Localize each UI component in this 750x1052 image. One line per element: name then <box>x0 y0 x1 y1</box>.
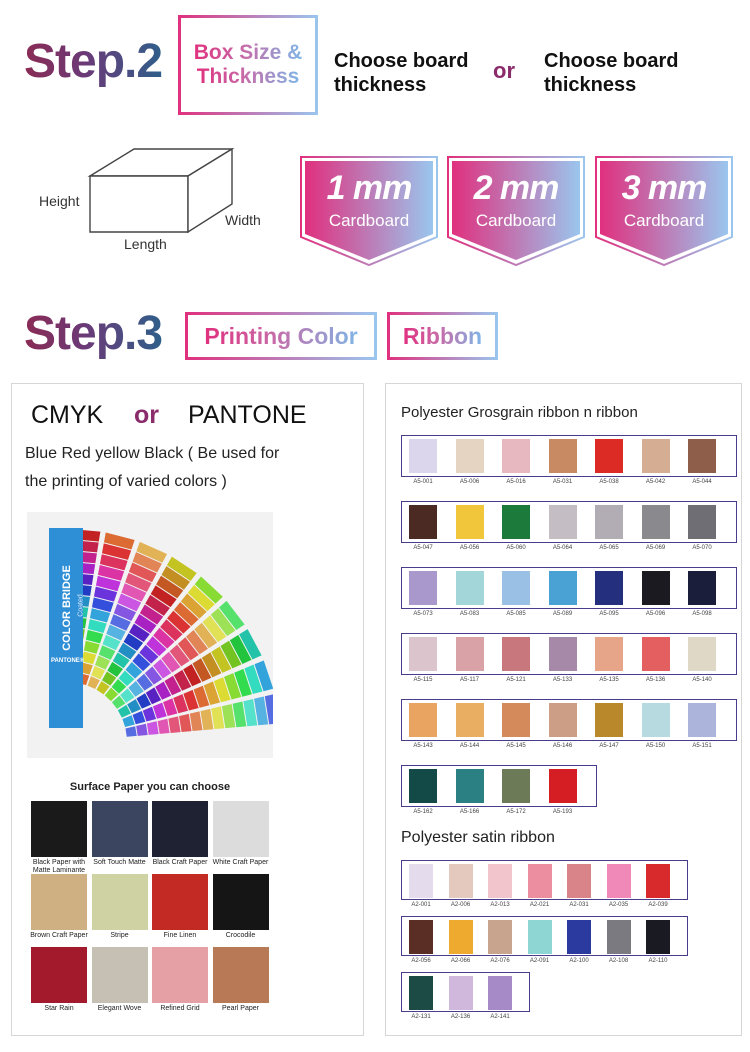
ribbon-code: A5-143 <box>413 743 433 749</box>
surface-paper-title: Surface Paper you can choose <box>69 781 231 793</box>
ribbon-code: A5-172 <box>506 809 526 815</box>
ribbon-code: A2-136 <box>450 1014 471 1020</box>
printing-color-tag <box>185 312 377 360</box>
ribbon-code: A5-147 <box>599 743 619 749</box>
ribbon-swatch <box>502 505 530 539</box>
fan-sub-text: Coated <box>77 594 85 617</box>
pantone-fan-image <box>27 512 273 758</box>
badge-cardboard-text: Cardboard <box>328 211 410 230</box>
ribbon-code: A2-141 <box>490 1014 510 1020</box>
ribbon-swatch <box>549 703 577 737</box>
badge-2mm <box>446 155 586 267</box>
fan-chip <box>122 715 134 727</box>
ribbon-code: A5-070 <box>692 545 712 551</box>
ribbon-code: A5-031 <box>552 479 573 485</box>
ribbon-swatch <box>642 505 670 539</box>
paper-label: Fine Linen <box>163 932 197 939</box>
ribbon-code: A5-065 <box>599 545 619 551</box>
ribbon-code: A5-115 <box>413 677 433 683</box>
paper-swatch <box>152 874 208 930</box>
choose1-line2: thickness <box>334 74 427 96</box>
grosgrain-title: Polyester Grosgrain ribbon n ribbon <box>401 404 638 421</box>
ribbon-code: A5-133 <box>552 677 573 683</box>
ribbon-swatch <box>502 439 530 473</box>
choose-board-thickness-2 <box>544 49 678 97</box>
box-length-label: Length <box>124 236 167 252</box>
ribbon-swatch <box>488 976 512 1010</box>
ribbon-swatch <box>449 920 473 954</box>
ribbon-code: A2-108 <box>608 958 629 964</box>
paper-label: Stripe <box>110 932 129 939</box>
ribbon-code: A5-001 <box>413 479 433 485</box>
ribbon-swatch <box>688 571 716 605</box>
ribbon-code: A5-069 <box>645 545 666 551</box>
ribbon-code: A5-136 <box>645 677 666 683</box>
ribbon-code: A5-162 <box>413 809 433 815</box>
ribbon-code: A5-089 <box>552 611 573 617</box>
ribbon-swatch <box>688 505 716 539</box>
paper-label: Crocodile <box>225 932 256 939</box>
paper-label: Star Rain <box>44 1005 74 1012</box>
step2-title: Step.2 <box>24 35 163 88</box>
ribbon-swatch <box>456 571 484 605</box>
badge-cardboard-text: Cardboard <box>475 211 557 230</box>
printing-description <box>25 440 279 496</box>
ribbon-swatch <box>595 505 623 539</box>
paper-label: Black Paper with Matte Laminante <box>32 859 86 874</box>
ribbon-swatch <box>456 769 484 803</box>
paper-swatch <box>31 801 87 857</box>
ribbon-swatch <box>595 439 623 473</box>
ribbon-code: A5-016 <box>506 479 526 485</box>
ribbon-code: A2-066 <box>450 958 471 964</box>
satin-title: Polyester satin ribbon <box>401 829 555 846</box>
ribbon-swatch <box>409 637 437 671</box>
ribbon-swatch <box>607 920 631 954</box>
paper-swatch <box>213 874 269 930</box>
ribbon-code: A5-064 <box>552 545 573 551</box>
fan-chip <box>158 719 170 734</box>
ribbon-code: A5-038 <box>599 479 619 485</box>
ribbon-swatch <box>409 920 433 954</box>
ribbon-swatch <box>409 571 437 605</box>
ribbon-swatch <box>502 703 530 737</box>
paper-swatch <box>31 874 87 930</box>
desc-line2: the printing of varied colors ) <box>25 473 227 490</box>
ribbon-swatch <box>688 637 716 671</box>
ribbon-tag <box>387 312 498 360</box>
ribbon-swatch <box>549 637 577 671</box>
fan-chip <box>125 726 136 737</box>
paper-label: Soft Touch Matte <box>93 859 146 866</box>
ribbon-swatch <box>642 439 670 473</box>
ribbon-swatch <box>646 864 670 898</box>
badge-mm-text: 1 mm <box>326 169 412 207</box>
ribbon-code: A5-096 <box>645 611 666 617</box>
ribbon-code: A2-035 <box>608 902 629 908</box>
cmyk-or: or <box>134 401 159 429</box>
ribbon-code: A5-056 <box>459 545 480 551</box>
ribbon-code: A5-151 <box>692 743 712 749</box>
paper-label: Brown Craft Paper <box>30 932 88 939</box>
ribbon-code: A5-150 <box>645 743 666 749</box>
ribbon-swatch <box>688 439 716 473</box>
ribbon-code: A2-100 <box>569 958 589 964</box>
ribbon-swatch <box>549 769 577 803</box>
ribbon-swatch <box>409 769 437 803</box>
step3-title: Step.3 <box>24 307 163 360</box>
ribbon-code: A2-001 <box>411 902 431 908</box>
ribbon-swatch <box>449 864 473 898</box>
ribbon-swatch <box>456 439 484 473</box>
ribbon-swatch <box>549 439 577 473</box>
ribbon-code: A5-006 <box>459 479 480 485</box>
ribbon-swatch <box>502 637 530 671</box>
box-size-thickness-tag <box>178 15 318 115</box>
ribbon-code: A5-047 <box>413 545 433 551</box>
paper-swatch <box>92 947 148 1003</box>
badge-cardboard-text: Cardboard <box>623 211 705 230</box>
ribbon-swatch <box>642 637 670 671</box>
ribbon-swatch <box>488 864 512 898</box>
ribbon-code: A2-021 <box>529 902 550 908</box>
ribbon-code: A5-117 <box>460 677 479 683</box>
badge-3mm <box>594 155 734 267</box>
ribbon-code: A5-095 <box>599 611 619 617</box>
ribbon-text: Ribbon <box>402 322 483 349</box>
ribbon-swatch <box>528 920 552 954</box>
paper-swatch <box>92 874 148 930</box>
ribbon-code: A5-145 <box>506 743 526 749</box>
ribbon-swatch <box>567 920 591 954</box>
paper-label: Elegant Wove <box>97 1005 142 1012</box>
ribbon-swatch <box>449 976 473 1010</box>
ribbon-code: A5-144 <box>459 743 480 749</box>
paper-label: Black Craft Paper <box>152 859 208 866</box>
desc-line1: Blue Red yellow Black ( Be used for <box>25 445 280 462</box>
ribbon-swatch <box>595 637 623 671</box>
paper-swatch <box>213 947 269 1003</box>
ribbon-code: A5-044 <box>692 479 712 485</box>
fan-chip <box>168 716 180 733</box>
paper-swatch <box>92 801 148 857</box>
ribbon-code: A5-060 <box>506 545 526 551</box>
ribbon-code: A5-042 <box>645 479 666 485</box>
paper-swatch <box>152 947 208 1003</box>
ribbon-code: A5-135 <box>599 677 619 683</box>
ribbon-swatch <box>488 920 512 954</box>
ribbon-code: A5-085 <box>506 611 526 617</box>
fan-chip <box>211 706 224 729</box>
printing-color-text: Printing Color <box>204 322 358 349</box>
paper-swatch <box>152 801 208 857</box>
ribbon-code: A2-006 <box>450 902 471 908</box>
ribbon-code: A2-091 <box>529 958 550 964</box>
fan-chip <box>147 721 159 735</box>
ribbon-swatch <box>642 703 670 737</box>
ribbon-swatch <box>409 976 433 1010</box>
ribbon-swatch <box>646 920 670 954</box>
ribbon-code: A5-146 <box>552 743 573 749</box>
ribbon-swatch <box>456 703 484 737</box>
ribbon-swatch <box>409 505 437 539</box>
ribbon-code: A2-056 <box>411 958 431 964</box>
ribbon-swatch <box>688 703 716 737</box>
ribbon-swatch <box>456 637 484 671</box>
fan-pantone-text: PANTONE® <box>51 658 85 664</box>
fan-chip <box>200 709 213 730</box>
fan-chip <box>133 711 146 724</box>
ribbon-swatch <box>595 703 623 737</box>
fan-chip <box>136 724 148 736</box>
fan-chip <box>179 714 191 732</box>
box-height-label: Height <box>39 193 80 209</box>
step2-or: or <box>493 58 515 83</box>
ribbon-code: A2-131 <box>411 1014 431 1020</box>
ribbon-code: A5-121 <box>506 677 526 683</box>
pantone-label: PANTONE <box>188 401 307 429</box>
ribbon-swatch <box>642 571 670 605</box>
ribbon-swatch <box>502 769 530 803</box>
tag-line-1: Box Size & <box>193 41 303 64</box>
choose2-line2: thickness <box>544 74 637 96</box>
ribbon-code: A5-140 <box>692 677 712 683</box>
ribbon-code: A2-039 <box>648 902 668 908</box>
paper-label: Pearl Paper <box>222 1005 259 1012</box>
fan-chip <box>190 711 203 731</box>
ribbon-code: A5-166 <box>459 809 480 815</box>
choose-board-thickness-1 <box>334 49 468 97</box>
ribbon-code: A5-193 <box>552 809 573 815</box>
choose1-line1: Choose board <box>334 50 469 72</box>
ribbon-code: A2-031 <box>569 902 589 908</box>
ribbon-swatch <box>549 505 577 539</box>
ribbon-swatch <box>549 571 577 605</box>
fan-brand-text: COLOR BRIDGE <box>61 565 73 651</box>
paper-swatch <box>31 947 87 1003</box>
ribbon-swatch <box>409 439 437 473</box>
ribbon-code: A2-110 <box>648 958 668 964</box>
ribbon-swatch <box>409 703 437 737</box>
badge-1mm <box>299 155 439 267</box>
paper-label: Refined Grid <box>160 1005 200 1012</box>
ribbon-swatch <box>409 864 433 898</box>
choose2-line1: Choose board <box>544 50 679 72</box>
paper-swatch <box>213 801 269 857</box>
ribbon-code: A2-013 <box>490 902 510 908</box>
ribbon-swatch <box>528 864 552 898</box>
ribbon-code: A5-073 <box>413 611 433 617</box>
badge-mm-text: 3 mm <box>621 169 707 207</box>
ribbon-swatch <box>456 505 484 539</box>
ribbon-code: A5-083 <box>459 611 480 617</box>
ribbon-swatch <box>502 571 530 605</box>
ribbon-code: A5-098 <box>692 611 712 617</box>
ribbon-swatch <box>607 864 631 898</box>
ribbon-swatch <box>567 864 591 898</box>
ribbon-code: A2-076 <box>490 958 510 964</box>
ribbon-swatch <box>595 571 623 605</box>
badge-mm-text: 2 mm <box>473 169 559 207</box>
paper-label: White Craft Paper <box>212 859 269 866</box>
box-width-label: Width <box>225 212 261 228</box>
tag-line-2: Thickness <box>196 65 300 88</box>
cmyk-label: CMYK <box>31 401 104 429</box>
box-illustration <box>86 146 236 236</box>
